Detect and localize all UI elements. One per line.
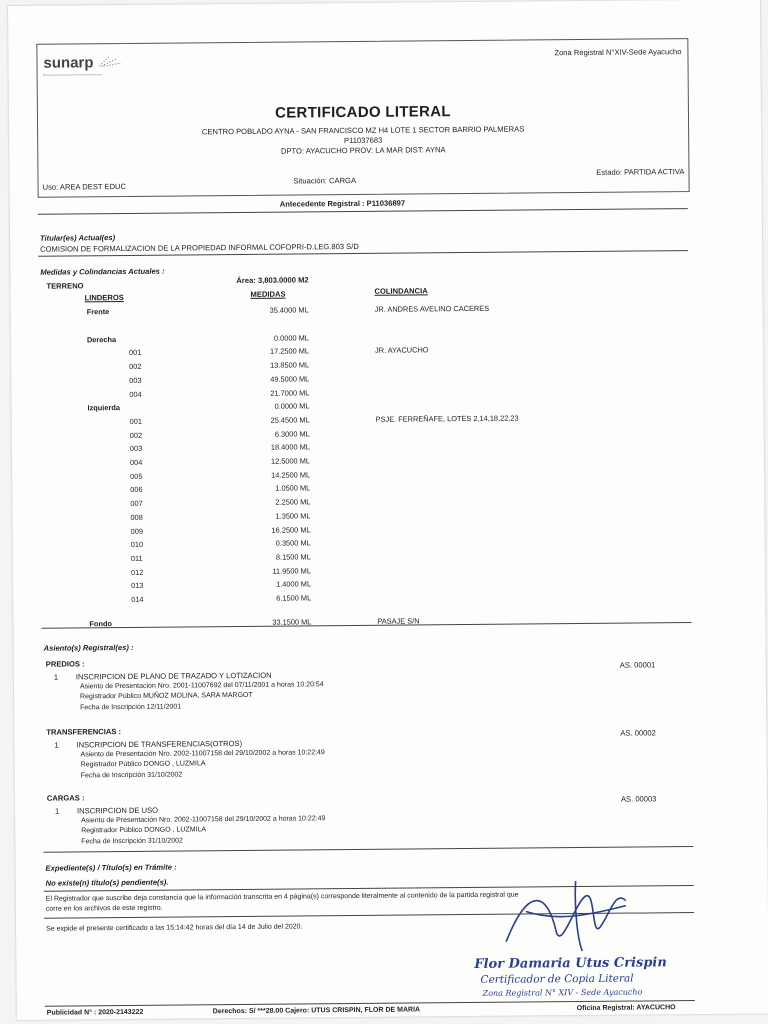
medida-value: 49.5000 ML [270,374,310,384]
medida-value: 0.3500 ML [275,538,311,548]
asiento-description: INSCRIPCION DE TRANSFERENCIAS(OTROS) [76,738,243,750]
lindero-label: 005 [130,471,143,481]
titulares-value: COMISION DE FORMALIZACION DE LA PROPIEDAD INFORMAL COFOPRI-D.LEG.803 S/D [40,241,359,254]
medida-value: 1.3500 ML [275,511,311,521]
asiento-code: AS. 00001 [619,660,656,670]
medida-value: 16.2500 ML [271,524,311,535]
lindero-label: Derecha [86,334,117,345]
asiento-detail: Registrador Público DONGO , LUZMILA [80,760,206,769]
medida-value: 12.5000 ML [270,456,311,466]
asiento-detail: Asiento de Presentación Nro. 2002-11007158 del 29/10/2002 a horas 10:22:49 [80,748,325,758]
medidas-heading: Medidas y Colindancias Actuales : [40,266,165,277]
expedientes-heading: Expediente(s) / Título(s) en Trámite : [45,862,177,873]
medida-value: 14.2500 ML [271,470,311,480]
signer-name: Flor Damaria Utus Crispin [474,955,667,972]
medida-value: 8.1500 ML [275,552,311,562]
lindero-label: 002 [129,361,142,372]
medida-value: 21.7000 ML [270,387,310,398]
lindero-label: 008 [130,512,143,522]
asiento-detail: Fecha de Inscripción 12/11/2001 [80,703,182,711]
colindancia-value: JR. AYACUCHO [374,345,429,356]
oficina-registral: Oficina Registral: AYACUCHO [576,1004,676,1013]
no-pendientes: No existe(n) título(s) pendiente(s). [45,877,169,888]
logo-rays-icon [98,54,124,68]
header-box [36,38,689,198]
medida-value: 6.1500 ML [276,593,312,603]
divider [38,208,688,215]
medida-value: 13.8500 ML [270,360,310,370]
asiento-group-title: CARGAS : [46,793,85,803]
divider [43,846,693,853]
lindero-label: Frente [86,307,110,317]
partida-number: P11037683 [343,135,383,146]
asiento-code: AS. 00003 [620,794,657,804]
location-line: DPTO: AYACUCHO PROV: LA MAR DIST: AYNA [280,145,446,156]
asiento-detail: Registrador Público MUÑOZ MOLINA, SARA MARGOT [80,691,253,701]
certificate-page [8,0,768,1020]
medida-value: 35.4000 ML [269,305,309,315]
derechos-cajero: Derechos: S/ ***28.00 Cajero: UTUS CRISPIN, FLOR DE MARIA [212,1006,421,1016]
lindero-label: 010 [130,540,144,550]
situacion-label: Situación: CARGA [293,175,357,186]
medida-value: 25.4500 ML [270,415,310,425]
document-title: CERTIFICADO LITERAL [275,103,451,122]
medida-value: 1.4000 ML [276,579,312,589]
asiento-description: INSCRIPCION DE PLANO DE TRAZADO Y LOTIZACION [75,670,272,682]
publicidad-number: Publicidad N° : 2020-2143222 [46,1008,144,1017]
sunarp-logo: sunarp [43,54,124,79]
signer-zone: Zona Registral N° XIV - Sede Ayacucho [482,987,643,998]
lindero-label: 004 [129,457,143,467]
signer-role: Certificador de Copia Literal [480,972,634,986]
col-linderos: LINDEROS [84,293,124,303]
asiento-detail: Asiento de Presentación Nro. 2002-11007158 del 29/10/2002 a horas 10:22:49 [81,814,326,824]
handwritten-signature [486,871,637,962]
asiento-group-title: PREDIOS : [45,659,85,669]
terreno-label: TERRENO [46,281,84,291]
constancia-line-2: corre en los archivos de este registro. [45,904,163,913]
asiento-detail: Asiento de Presentación Nro. 2001-11007692 del 07/11/2001 a horas 10:20:54 [79,680,324,690]
medida-value: 0.0000 ML [274,401,310,411]
antecedente-registral: Antecedente Registral : P11036897 [279,198,406,209]
lindero-label: 014 [131,594,144,604]
asiento-number: 1 [54,806,60,816]
asiento-description: INSCRIPCION DE USO [76,805,159,816]
lindero-label: 009 [130,526,143,536]
divider [41,622,691,629]
zone-label: Zona Registral N°XIV-Sede Ayacucho [554,47,682,58]
medida-value: 11.9500 ML [272,565,311,576]
lindero-label: 003 [129,375,142,385]
medida-value: 0.0000 ML [273,333,309,343]
uso-label: Uso: AREA DEST EDUC [42,181,127,192]
colindancia-value: PASAJE S/N [377,616,420,626]
titulares-heading: Titular(es) Actual(es) [39,233,116,243]
colindancia-value: PSJE. FERREÑAFE, LOTES 2,14,18,22,23 [375,413,519,424]
asiento-group-title: TRANSFERENCIAS : [46,727,122,737]
medida-value: 18.4000 ML [270,442,310,453]
expide-line: Se expide el presente certificado a las 15:14:42 horas del día 14 de Julio del 2020. [46,923,303,933]
lindero-label: 003 [129,444,143,454]
medida-value: 17.2500 ML [269,346,310,357]
asiento-code: AS. 00002 [620,728,656,738]
col-medidas: MEDIDAS [250,289,286,299]
asiento-number: 1 [53,672,59,682]
medida-value: 2.2500 ML [275,497,311,507]
lindero-label: 007 [130,498,143,509]
lindero-label: Fondo [89,618,113,629]
lindero-label: 011 [130,553,143,563]
estado-label: Estado: PARTIDA ACTIVA [596,167,685,177]
lindero-label: 001 [129,416,143,426]
asiento-detail: Registrador Público DONGO , LUZMILA [81,826,207,835]
lindero-label: Izquierda [87,403,121,413]
asiento-detail: Fecha de Inscripción 31/10/2002 [81,837,183,845]
colindancia-value: JR. ANDRES AVELINO CACERES [374,303,490,314]
asiento-number: 1 [54,740,59,750]
lindero-label: 012 [130,567,144,577]
asientos-heading: Asiento(s) Registral(es) : [43,642,134,653]
lindero-label: 006 [130,485,143,495]
lindero-label: 004 [129,389,142,399]
medida-value: 1.0500 ML [275,483,311,494]
address-line: CENTRO POBLADO AYNA - SAN FRANCISCO MZ H4 LOTE 1 SECTOR BARRIO PALMERAS [201,124,525,137]
area-value: Área: 3,803.0000 M2 [236,275,309,286]
medida-value: 6.3000 ML [274,428,310,439]
asiento-detail: Fecha de Inscripción 31/10/2002 [80,771,183,779]
lindero-label: 002 [129,430,143,440]
lindero-label: 001 [128,348,142,358]
lindero-label: 013 [131,581,144,591]
medida-value: 33.1500 ML [272,617,312,627]
constancia-line-1: El Registrador que suscribe deja constancia que la información transcrita en 4 página(s) corresponde literalmente al contenido de la partida registral que [45,891,519,903]
col-colindancia: COLINDANCIA [374,286,428,296]
